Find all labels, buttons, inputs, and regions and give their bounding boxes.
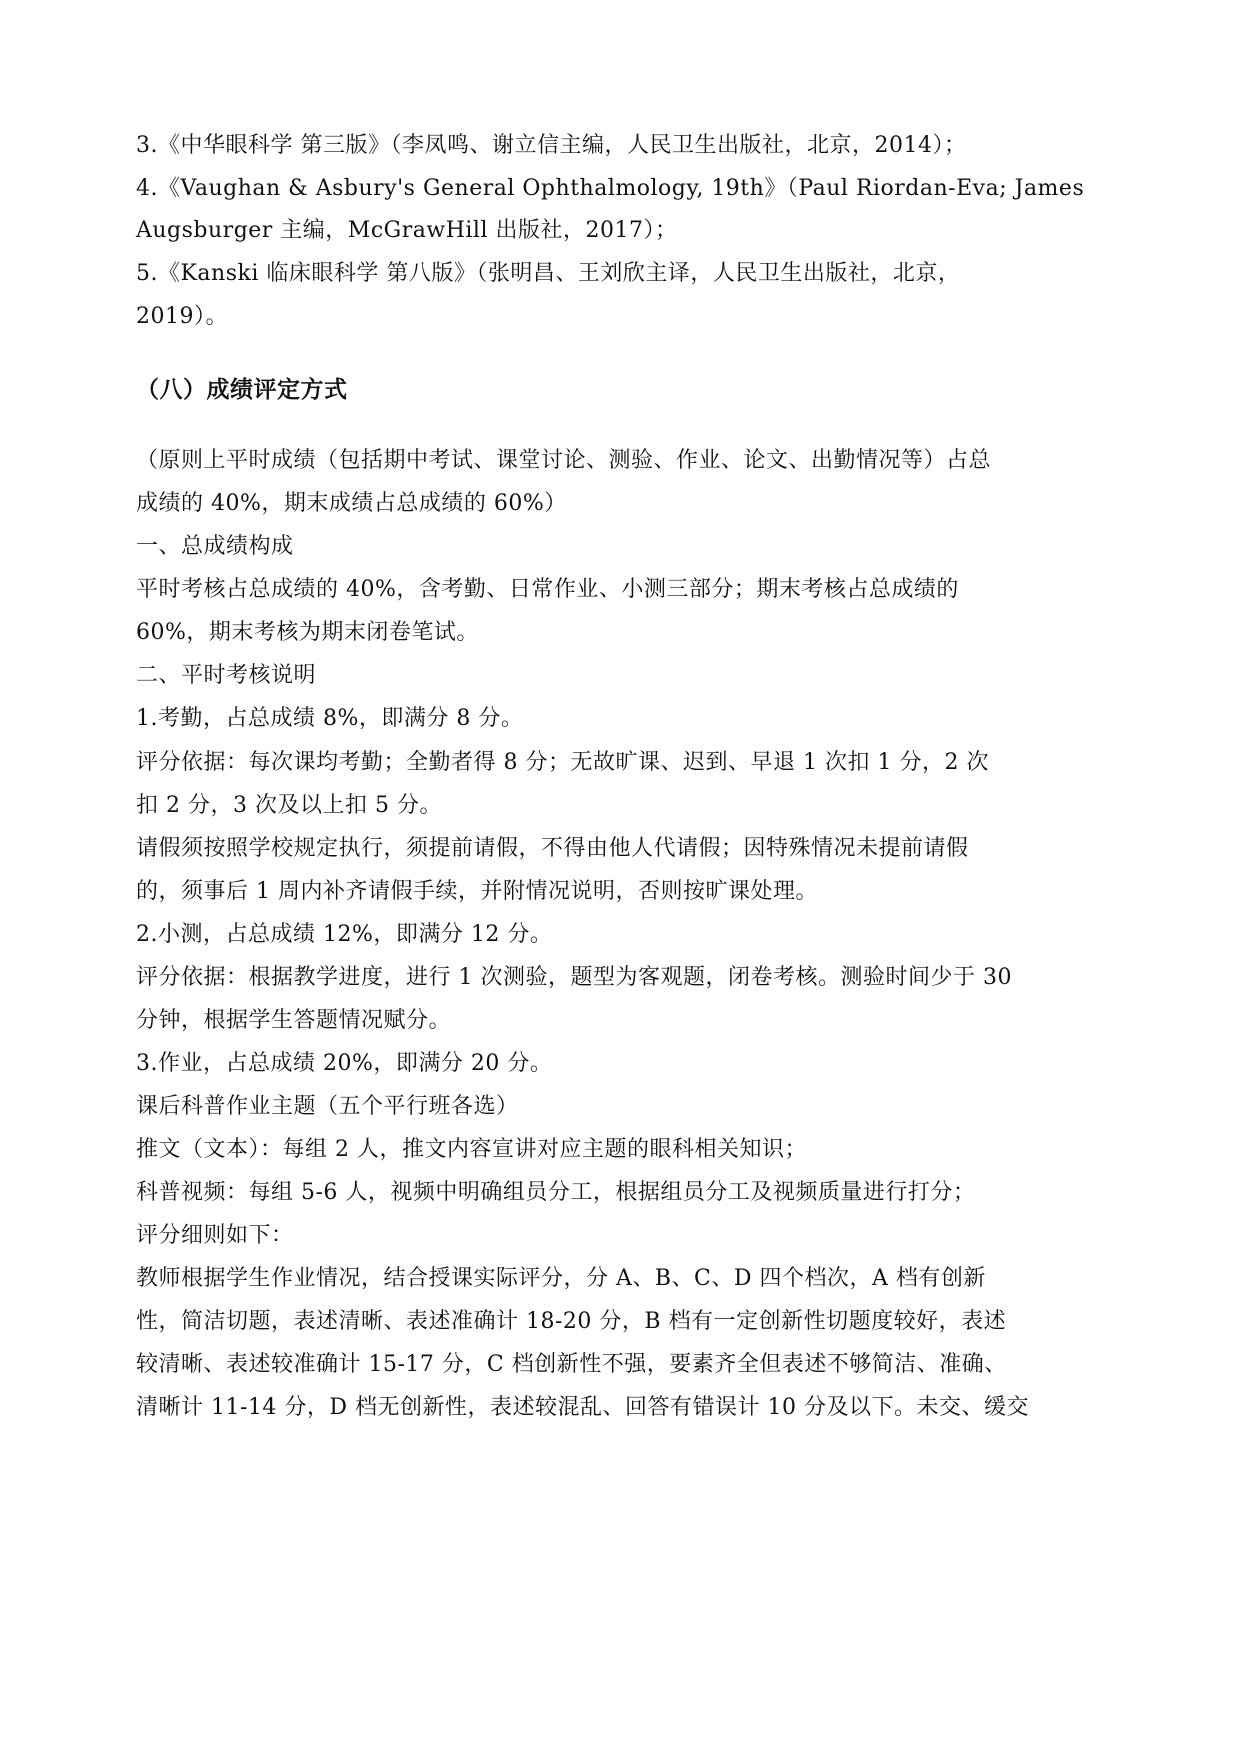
reference-4: 4.《Vaughan & Asbury's General Ophthalmology, 19th》（Paul Riordan-Eva; James [136,176,1085,201]
paragraph-line: 评分细则如下： [136,1223,294,1248]
paragraph-line: 的，须事后 1 周内补齐请假手续，并附情况说明，否则按旷课处理。 [136,879,818,904]
paragraph-line: 清晰计 11-14 分，D 档无创新性，表述较混乱、回答有错误计 10 分及以下。未交、缓交 [136,1395,1030,1420]
paragraph-line: 评分依据：根据教学进度，进行 1 次测验，题型为客观题，闭卷考核。测验时间少于 30 [136,965,1012,990]
paragraph-line: 平时考核占总成绩的 40%，含考勤、日常作业、小测三部分；期末考核占总成绩的 [136,577,959,602]
paragraph-line: 教师根据学生作业情况，结合授课实际评分，分 A、B、C、D 四个档次，A 档有创新 [136,1266,986,1291]
paragraph-line: 推文（文本）：每组 2 人，推文内容宣讲对应主题的眼科相关知识； [136,1137,807,1162]
reference-3: 3.《中华眼科学 第三版》（李凤鸣、谢立信主编，人民卫生出版社，北京，2014）； [136,133,967,158]
paragraph-line: 科普视频：每组 5-6 人，视频中明确组员分工，根据组员分工及视频质量进行打分； [136,1180,976,1205]
paragraph-line: 分钟，根据学生答题情况赋分。 [136,1008,452,1033]
paragraph-line: 60%，期末考核为期末闭卷笔试。 [136,620,479,645]
reference-5-continued: 2019）。 [136,304,228,329]
item-homework: 3.作业，占总成绩 20%，即满分 20 分。 [136,1051,553,1076]
paragraph-line: 成绩的 40%，期末成绩占总成绩的 60%） [136,491,567,516]
reference-5: 5.《Kanski 临床眼科学 第八版》（张明昌、王刘欣主译，人民卫生出版社，北京， [136,261,961,286]
paragraph-line: 扣 2 分，3 次及以上扣 5 分。 [136,793,442,818]
item-attendance: 1.考勤，占总成绩 8%，即满分 8 分。 [136,706,524,731]
paragraph-line: （原则上平时成绩（包括期中考试、课堂讨论、测验、作业、论文、出勤情况等）占总 [136,448,992,473]
paragraph-line: 课后科普作业主题（五个平行班各选） [136,1094,519,1119]
paragraph-line: 性，简洁切题，表述清晰、表述准确计 18-20 分，B 档有一定创新性切题度较好，表述 [136,1309,1007,1334]
section-heading: （八）成绩评定方式 [136,377,348,403]
paragraph-line: 请假须按照学校规定执行，须提前请假，不得由他人代请假；因特殊情况未提前请假 [136,836,969,861]
reference-4-continued: Augsburger 主编，McGrawHill 出版社，2017）； [136,218,678,243]
subheading-regular-assessment: 二、平时考核说明 [136,663,317,688]
paragraph-line: 较清晰、表述较准确计 15-17 分，C 档创新性不强，要素齐全但表述不够简洁、准确、 [136,1352,1007,1377]
paragraph-line: 评分依据：每次课均考勤；全勤者得 8 分；无故旷课、迟到、早退 1 次扣 1 分，2 次 [136,750,989,775]
item-quiz: 2.小测，占总成绩 12%，即满分 12 分。 [136,922,553,947]
subheading-total-score: 一、总成绩构成 [136,534,294,559]
